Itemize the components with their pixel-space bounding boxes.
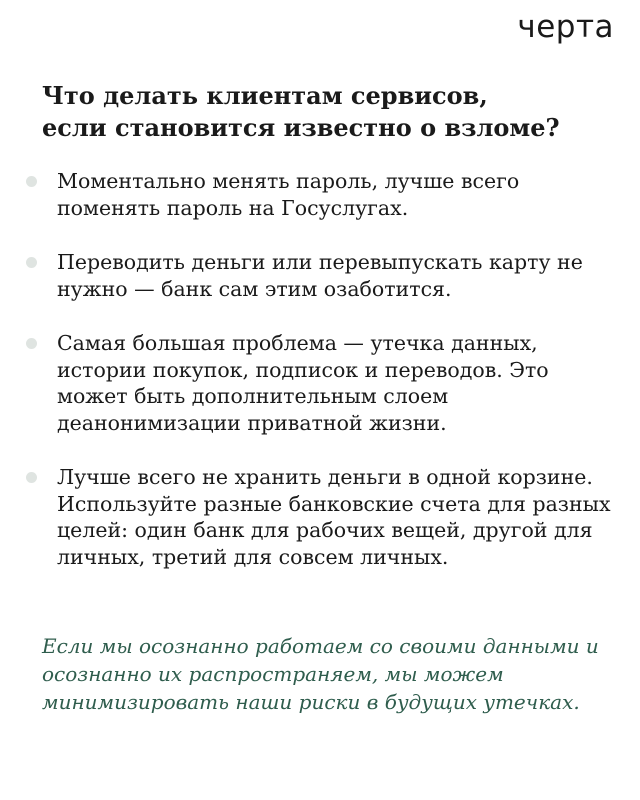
advice-item bbox=[0, 464, 640, 570]
brand-logo: черта bbox=[517, 9, 614, 45]
bullet-dot-icon bbox=[26, 472, 37, 483]
advice-list bbox=[0, 168, 640, 598]
advice-item bbox=[0, 168, 640, 221]
advice-text: Самая большая проблема — утечка данных, истории покупок, подписок и переводов. Это может быть дополнительным слоем деанонимизации приватной жизни. bbox=[57, 331, 549, 435]
bullet-dot-icon bbox=[26, 257, 37, 268]
heading-line-1: Что делать клиентам сервисов, bbox=[42, 81, 488, 110]
advice-item bbox=[0, 249, 640, 302]
advice-item bbox=[0, 330, 640, 436]
bullet-dot-icon bbox=[26, 338, 37, 349]
advice-text: Моментально менять пароль, лучше всего поменять пароль на Госуслугах. bbox=[57, 169, 520, 220]
bullet-dot-icon bbox=[26, 176, 37, 187]
page-heading bbox=[42, 80, 602, 144]
conclusion-text: Если мы осознанно работаем со своими данными и осознанно их распространяем, мы можем минимизировать наши риски в будущих утечках. bbox=[42, 634, 599, 714]
advice-text: Переводить деньги или перевыпускать карту не нужно — банк сам этим озаботится. bbox=[57, 250, 583, 301]
heading-line-2: если становится известно о взломе? bbox=[42, 113, 560, 142]
advice-text: Лучше всего не хранить деньги в одной корзине. Используйте разные банковские счета для разных целей: один банк для рабочих вещей, другой для личных, третий для совсем личных. bbox=[57, 465, 611, 569]
